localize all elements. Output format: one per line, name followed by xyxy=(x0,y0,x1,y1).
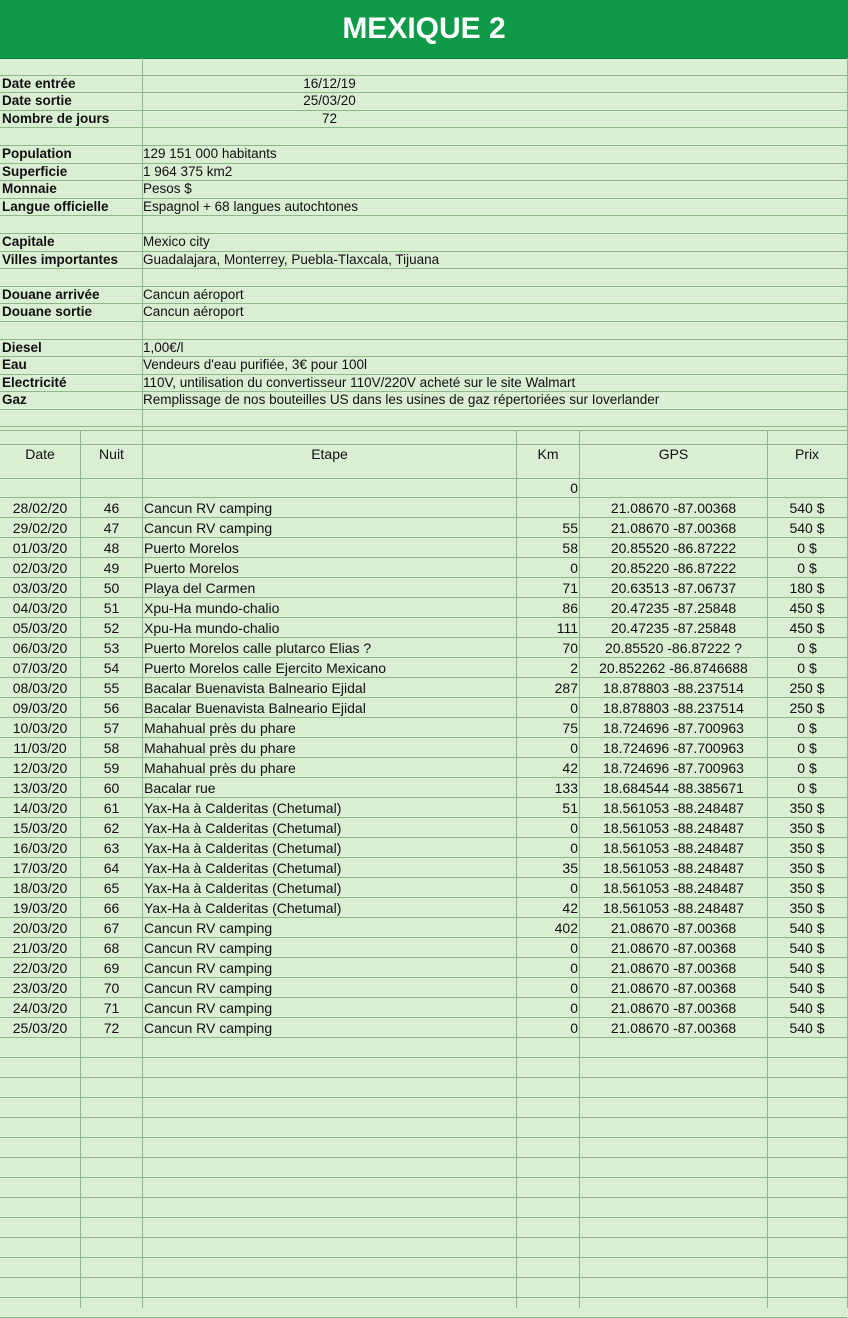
cell-nuit[interactable]: 66 xyxy=(103,900,120,916)
cell-km[interactable]: 58 xyxy=(562,540,578,556)
table-row xyxy=(0,858,847,878)
info-row xyxy=(0,128,847,146)
header-nuit[interactable]: Nuit xyxy=(99,446,124,462)
table-row xyxy=(0,798,847,818)
table-row xyxy=(0,1278,847,1298)
info-row xyxy=(0,340,847,358)
cell-nuit[interactable]: 61 xyxy=(103,800,120,816)
cell-gps[interactable]: 20.85220 -86.87222 xyxy=(610,560,737,576)
table-row xyxy=(0,838,847,858)
table-row xyxy=(0,538,847,558)
table-row xyxy=(0,638,847,658)
header-etape[interactable]: Etape xyxy=(311,446,348,462)
table-row xyxy=(0,678,847,698)
cell-km[interactable]: 42 xyxy=(562,760,578,776)
cell-gps[interactable]: 18.684544 -88.385671 xyxy=(603,780,744,796)
info-column-divider xyxy=(142,58,143,430)
table-row xyxy=(0,1238,847,1258)
cell-nuit[interactable]: 52 xyxy=(103,620,120,636)
table-row xyxy=(0,578,847,598)
cell-date[interactable]: 11/03/20 xyxy=(13,740,67,756)
cell-nuit[interactable]: 71 xyxy=(103,1000,120,1016)
cell-date[interactable]: 24/03/20 xyxy=(12,1000,68,1016)
cell-gps[interactable]: 21.08670 -87.00368 xyxy=(610,980,737,996)
table-row xyxy=(0,1218,847,1238)
cell-date[interactable]: 10/03/20 xyxy=(12,720,68,736)
cell-date[interactable]: 09/03/20 xyxy=(12,700,68,716)
info-label[interactable]: Diesel xyxy=(2,339,42,355)
cell-date[interactable]: 07/03/20 xyxy=(12,660,68,676)
cell-prix[interactable]: 350 $ xyxy=(789,820,825,836)
cell-nuit[interactable]: 67 xyxy=(103,920,120,936)
cell-km[interactable]: 86 xyxy=(562,600,578,616)
cell-etape[interactable]: Mahahual près du phare xyxy=(144,720,296,736)
info-value[interactable]: 1 964 375 km2 xyxy=(143,163,233,179)
info-row xyxy=(0,392,847,410)
info-value[interactable]: Mexico city xyxy=(143,233,210,249)
info-row xyxy=(0,199,847,217)
cell-etape[interactable]: Cancun RV camping xyxy=(144,960,273,976)
cell-date[interactable]: 12/03/20 xyxy=(12,760,68,776)
info-row xyxy=(0,93,847,111)
cell-etape[interactable]: Cancun RV camping xyxy=(144,1000,273,1016)
cell-nuit[interactable]: 48 xyxy=(103,540,120,556)
cell-nuit[interactable]: 56 xyxy=(103,700,120,716)
cell-km[interactable]: 0 xyxy=(570,700,578,716)
cell-date[interactable]: 21/03/20 xyxy=(12,940,68,956)
info-label[interactable]: Date sortie xyxy=(2,93,72,109)
info-value[interactable]: Pesos $ xyxy=(143,181,192,197)
cell-km[interactable]: 71 xyxy=(562,580,578,596)
cell-etape[interactable]: Mahahual près du phare xyxy=(144,760,296,776)
info-row xyxy=(0,322,847,340)
info-label[interactable]: Electricité xyxy=(2,374,67,390)
cell-prix[interactable]: 0 $ xyxy=(797,740,817,756)
cell-prix[interactable]: 0 $ xyxy=(797,660,817,676)
cell-date[interactable]: 01/03/20 xyxy=(12,540,68,556)
cell-km[interactable]: 0 xyxy=(570,1020,578,1036)
cell-km[interactable]: 0 xyxy=(570,940,578,956)
table-row xyxy=(0,818,847,838)
cell-gps[interactable]: 18.724696 -87.700963 xyxy=(603,760,744,776)
cell-km[interactable]: 0 xyxy=(570,480,578,496)
cell-prix[interactable]: 350 $ xyxy=(789,880,825,896)
table-row xyxy=(0,498,847,518)
cell-nuit[interactable]: 47 xyxy=(103,520,120,536)
cell-etape[interactable]: Bacalar Buenavista Balneario Ejidal xyxy=(144,700,366,716)
table-row xyxy=(0,998,847,1018)
cell-date[interactable]: 22/03/20 xyxy=(12,960,68,976)
cell-etape[interactable]: Puerto Morelos calle Ejercito Mexicano xyxy=(144,660,386,676)
cell-date[interactable]: 04/03/20 xyxy=(12,600,68,616)
cell-prix[interactable]: 0 $ xyxy=(797,560,817,576)
cell-prix[interactable]: 0 $ xyxy=(797,720,817,736)
table-row xyxy=(0,618,847,638)
table-row xyxy=(0,1118,847,1138)
cell-nuit[interactable]: 54 xyxy=(103,660,120,676)
page-title: MEXIQUE 2 xyxy=(0,0,848,59)
cell-nuit[interactable]: 46 xyxy=(103,500,120,516)
info-row xyxy=(0,181,847,199)
info-row xyxy=(0,58,847,76)
table-row xyxy=(0,738,847,758)
table-row xyxy=(0,1178,847,1198)
cell-nuit[interactable]: 64 xyxy=(103,860,120,876)
info-row xyxy=(0,357,847,375)
info-label[interactable]: Superficie xyxy=(2,163,68,179)
table-row xyxy=(0,1298,847,1318)
table-row xyxy=(0,518,847,538)
table-row xyxy=(0,1058,847,1078)
column-divider xyxy=(80,430,81,1308)
cell-etape[interactable]: Cancun RV camping xyxy=(144,1020,273,1036)
cell-prix[interactable]: 250 $ xyxy=(789,680,825,696)
table-row xyxy=(0,1098,847,1118)
cell-date[interactable]: 17/03/20 xyxy=(12,860,68,876)
header-date[interactable]: Date xyxy=(25,446,55,462)
cell-date[interactable]: 02/03/20 xyxy=(12,560,68,576)
cell-gps[interactable]: 18.561053 -88.248487 xyxy=(603,860,744,876)
cell-prix[interactable]: 540 $ xyxy=(789,940,825,956)
cell-prix[interactable]: 450 $ xyxy=(789,600,825,616)
cell-etape[interactable]: Mahahual près du phare xyxy=(144,740,296,756)
table-row xyxy=(0,598,847,618)
cell-prix[interactable]: 540 $ xyxy=(789,500,825,516)
cell-nuit[interactable]: 65 xyxy=(103,880,120,896)
info-row xyxy=(0,304,847,322)
cell-gps[interactable]: 18.561053 -88.248487 xyxy=(603,900,744,916)
info-value[interactable]: Guadalajara, Monterrey, Puebla-Tlaxcala, Tijuana xyxy=(143,251,440,267)
cell-nuit[interactable]: 58 xyxy=(103,740,120,756)
header-km[interactable]: Km xyxy=(537,446,559,462)
cell-nuit[interactable]: 50 xyxy=(103,580,120,596)
cell-km[interactable]: 133 xyxy=(554,780,578,796)
cell-gps[interactable]: 18.724696 -87.700963 xyxy=(603,720,744,736)
cell-nuit[interactable]: 57 xyxy=(103,720,120,736)
cell-prix[interactable]: 350 $ xyxy=(789,800,825,816)
info-label[interactable]: Population xyxy=(2,145,72,161)
country-info-section xyxy=(0,58,847,445)
cell-gps[interactable]: 20.852262 -86.8746688 xyxy=(599,660,748,676)
cell-etape[interactable]: Bacalar Buenavista Balneario Ejidal xyxy=(144,680,366,696)
cell-etape[interactable]: Yax-Ha à Calderitas (Chetumal) xyxy=(144,840,342,856)
table-row xyxy=(0,558,847,578)
cell-km[interactable]: 0 xyxy=(570,840,578,856)
cell-km[interactable]: 0 xyxy=(570,980,578,996)
info-label[interactable]: Capitale xyxy=(2,233,55,249)
info-label[interactable]: Eau xyxy=(2,357,27,373)
info-row xyxy=(0,216,847,234)
cell-date[interactable]: 14/03/20 xyxy=(12,800,68,816)
cell-gps[interactable]: 18.878803 -88.237514 xyxy=(603,700,744,716)
cell-date[interactable]: 13/03/20 xyxy=(12,780,68,796)
cell-etape[interactable]: Puerto Morelos xyxy=(144,540,239,556)
info-value[interactable]: Espagnol + 68 langues autochtones xyxy=(143,198,359,214)
cell-prix[interactable]: 540 $ xyxy=(789,1000,825,1016)
cell-km[interactable]: 42 xyxy=(562,900,578,916)
cell-gps[interactable]: 20.47235 -87.25848 xyxy=(610,600,737,616)
cell-etape[interactable]: Bacalar rue xyxy=(144,780,216,796)
cell-gps[interactable]: 21.08670 -87.00368 xyxy=(610,960,737,976)
cell-prix[interactable]: 350 $ xyxy=(789,840,825,856)
cell-etape[interactable]: Cancun RV camping xyxy=(144,940,273,956)
info-row xyxy=(0,287,847,305)
cell-gps[interactable]: 18.561053 -88.248487 xyxy=(603,800,744,816)
cell-etape[interactable]: Yax-Ha à Calderitas (Chetumal) xyxy=(144,800,342,816)
info-row xyxy=(0,410,847,428)
header-prix[interactable]: Prix xyxy=(794,446,820,462)
info-value[interactable]: Remplissage de nos bouteilles US dans les usines de gaz répertoriées sur Ioverlander xyxy=(143,392,660,408)
table-row xyxy=(0,1158,847,1178)
info-row xyxy=(0,234,847,252)
table-row xyxy=(0,918,847,938)
cell-prix[interactable]: 540 $ xyxy=(789,920,825,936)
cell-etape[interactable]: Cancun RV camping xyxy=(144,500,273,516)
cell-prix[interactable]: 350 $ xyxy=(789,900,825,916)
table-row xyxy=(0,938,847,958)
cell-date[interactable]: 05/03/20 xyxy=(12,620,68,636)
info-value[interactable]: 25/03/20 xyxy=(303,93,356,109)
info-value[interactable]: Vendeurs d'eau purifiée, 3€ pour 100l xyxy=(143,357,367,373)
cell-etape[interactable]: Xpu-Ha mundo-chalio xyxy=(144,600,280,616)
cell-date[interactable]: 16/03/20 xyxy=(12,840,68,856)
table-row xyxy=(0,478,847,498)
cell-gps[interactable]: 18.878803 -88.237514 xyxy=(603,680,744,696)
cell-prix[interactable]: 540 $ xyxy=(789,520,825,536)
cell-etape[interactable]: Yax-Ha à Calderitas (Chetumal) xyxy=(144,820,342,836)
cell-nuit[interactable]: 60 xyxy=(103,780,120,796)
info-label[interactable]: Nombre de jours xyxy=(2,110,110,126)
cell-km[interactable]: 35 xyxy=(562,860,578,876)
itinerary-table xyxy=(0,430,847,1308)
cell-etape[interactable]: Puerto Morelos calle plutarco Elias ? xyxy=(144,640,372,656)
cell-nuit[interactable]: 69 xyxy=(103,960,120,976)
cell-km[interactable]: 75 xyxy=(562,720,578,736)
cell-gps[interactable]: 18.561053 -88.248487 xyxy=(603,840,744,856)
cell-km[interactable]: 0 xyxy=(570,560,578,576)
cell-etape[interactable]: Playa del Carmen xyxy=(144,580,256,596)
info-value[interactable]: 16/12/19 xyxy=(303,75,356,91)
cell-km[interactable]: 2 xyxy=(570,660,578,676)
table-row xyxy=(0,898,847,918)
cell-gps[interactable]: 20.47235 -87.25848 xyxy=(610,620,737,636)
cell-km[interactable]: 111 xyxy=(556,620,578,636)
cell-km[interactable]: 0 xyxy=(570,820,578,836)
table-row xyxy=(0,1198,847,1218)
table-row xyxy=(0,978,847,998)
cell-prix[interactable]: 0 $ xyxy=(797,540,817,556)
cell-etape[interactable]: Yax-Ha à Calderitas (Chetumal) xyxy=(144,860,342,876)
info-row xyxy=(0,375,847,393)
cell-gps[interactable]: 21.08670 -87.00368 xyxy=(610,520,737,536)
table-row xyxy=(0,958,847,978)
cell-km[interactable]: 287 xyxy=(554,680,578,696)
cell-etape[interactable]: Xpu-Ha mundo-chalio xyxy=(144,620,280,636)
info-row xyxy=(0,269,847,287)
header-gps[interactable]: GPS xyxy=(658,446,689,462)
cell-date[interactable]: 28/02/20 xyxy=(12,500,68,516)
table-row xyxy=(0,718,847,738)
cell-etape[interactable]: Cancun RV camping xyxy=(144,520,273,536)
info-row xyxy=(0,146,847,164)
cell-nuit[interactable]: 63 xyxy=(103,840,120,856)
info-label[interactable]: Villes importantes xyxy=(2,251,119,267)
cell-date[interactable]: 19/03/20 xyxy=(12,900,68,916)
cell-nuit[interactable]: 49 xyxy=(103,560,120,576)
cell-gps[interactable]: 18.724696 -87.700963 xyxy=(603,740,744,756)
cell-nuit[interactable]: 53 xyxy=(103,640,120,656)
cell-gps[interactable]: 20.63513 -87.06737 xyxy=(610,580,737,596)
info-value[interactable]: 1,00€/l xyxy=(143,339,184,355)
cell-date[interactable]: 25/03/20 xyxy=(12,1020,68,1036)
column-divider xyxy=(142,430,143,1308)
cell-date[interactable]: 23/03/20 xyxy=(12,980,68,996)
info-label[interactable]: Langue officielle xyxy=(2,198,109,214)
info-row xyxy=(0,164,847,182)
table-row xyxy=(0,658,847,678)
cell-gps[interactable]: 21.08670 -87.00368 xyxy=(610,940,737,956)
cell-nuit[interactable]: 55 xyxy=(103,680,120,696)
cell-nuit[interactable]: 59 xyxy=(103,760,120,776)
cell-km[interactable]: 51 xyxy=(562,800,578,816)
cell-etape[interactable]: Yax-Ha à Calderitas (Chetumal) xyxy=(144,900,342,916)
cell-gps[interactable]: 18.561053 -88.248487 xyxy=(603,880,744,896)
info-label[interactable]: Douane sortie xyxy=(2,304,93,320)
cell-prix[interactable]: 250 $ xyxy=(789,700,825,716)
cell-date[interactable]: 06/03/20 xyxy=(12,640,68,656)
cell-etape[interactable]: Puerto Morelos xyxy=(144,560,239,576)
cell-etape[interactable]: Cancun RV camping xyxy=(144,920,273,936)
cell-gps[interactable]: 21.08670 -87.00368 xyxy=(610,1000,737,1016)
cell-date[interactable]: 29/02/20 xyxy=(12,520,68,536)
cell-prix[interactable]: 180 $ xyxy=(789,580,825,596)
table-header xyxy=(0,430,847,479)
cell-prix[interactable]: 350 $ xyxy=(789,860,825,876)
table-row xyxy=(0,778,847,798)
cell-etape[interactable]: Cancun RV camping xyxy=(144,980,273,996)
cell-km[interactable]: 55 xyxy=(562,520,578,536)
info-value[interactable]: 110V, untilisation du convertisseur 110V/220V acheté sur le site Walmart xyxy=(143,374,576,390)
table-row xyxy=(0,1038,847,1058)
info-row xyxy=(0,76,847,94)
cell-gps[interactable]: 21.08670 -87.00368 xyxy=(610,1020,737,1036)
cell-nuit[interactable]: 68 xyxy=(103,940,120,956)
cell-prix[interactable]: 540 $ xyxy=(789,960,825,976)
info-label[interactable]: Monnaie xyxy=(2,181,57,197)
table-body xyxy=(0,478,847,1318)
cell-km[interactable]: 402 xyxy=(554,920,578,936)
cell-prix[interactable]: 450 $ xyxy=(789,620,825,636)
cell-km[interactable]: 70 xyxy=(562,640,578,656)
info-row xyxy=(0,252,847,270)
cell-date[interactable]: 18/03/20 xyxy=(12,880,68,896)
table-row xyxy=(0,1018,847,1038)
table-row xyxy=(0,1138,847,1158)
cell-nuit[interactable]: 72 xyxy=(103,1020,120,1036)
info-value[interactable]: Cancun aéroport xyxy=(143,286,244,302)
info-label[interactable]: Gaz xyxy=(2,392,27,408)
cell-gps[interactable]: 21.08670 -87.00368 xyxy=(610,920,737,936)
cell-prix[interactable]: 0 $ xyxy=(797,780,817,796)
table-row xyxy=(0,758,847,778)
table-row xyxy=(0,1078,847,1098)
info-value[interactable]: 129 151 000 habitants xyxy=(143,145,277,161)
cell-etape[interactable]: Yax-Ha à Calderitas (Chetumal) xyxy=(144,880,342,896)
info-label[interactable]: Date entrée xyxy=(2,75,76,91)
column-divider xyxy=(767,430,768,1308)
cell-date[interactable]: 20/03/20 xyxy=(12,920,68,936)
cell-km[interactable]: 0 xyxy=(570,880,578,896)
cell-prix[interactable]: 540 $ xyxy=(789,1020,825,1036)
cell-prix[interactable]: 540 $ xyxy=(789,980,825,996)
cell-date[interactable]: 03/03/20 xyxy=(12,580,68,596)
table-row xyxy=(0,698,847,718)
info-label[interactable]: Douane arrivée xyxy=(2,286,100,302)
cell-gps[interactable]: 18.561053 -88.248487 xyxy=(603,820,744,836)
cell-prix[interactable]: 0 $ xyxy=(797,760,817,776)
info-value[interactable]: Cancun aéroport xyxy=(143,304,244,320)
column-divider xyxy=(516,430,517,1308)
cell-gps[interactable]: 20.85520 -86.87222 xyxy=(610,540,737,556)
cell-nuit[interactable]: 51 xyxy=(103,600,120,616)
info-row xyxy=(0,111,847,129)
table-row xyxy=(0,878,847,898)
cell-km[interactable]: 0 xyxy=(570,1000,578,1016)
cell-prix[interactable]: 0 $ xyxy=(797,640,817,656)
cell-date[interactable]: 08/03/20 xyxy=(12,680,68,696)
cell-date[interactable]: 15/03/20 xyxy=(12,820,68,836)
cell-km[interactable]: 0 xyxy=(570,740,578,756)
cell-gps[interactable]: 20.85520 -86.87222 ? xyxy=(604,640,742,656)
cell-nuit[interactable]: 62 xyxy=(103,820,120,836)
cell-km[interactable]: 0 xyxy=(570,960,578,976)
cell-nuit[interactable]: 70 xyxy=(103,980,120,996)
table-row xyxy=(0,1258,847,1278)
column-divider xyxy=(579,430,580,1308)
info-value[interactable]: 72 xyxy=(321,110,338,126)
cell-gps[interactable]: 21.08670 -87.00368 xyxy=(610,500,737,516)
